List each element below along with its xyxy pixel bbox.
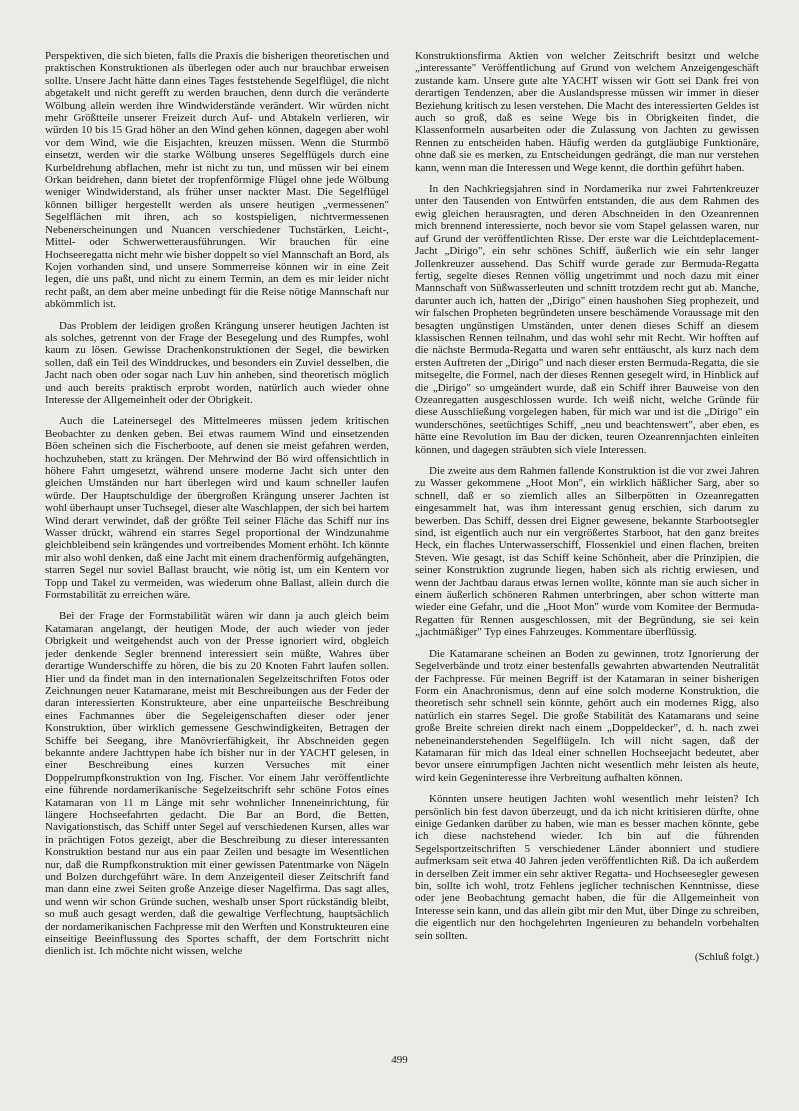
paragraph: Die Katamarane scheinen an Boden zu gewinnen, trotz Ignorierung der Segelverbände und trotz einer bestenfalls gewahrten abwartenden Neutralität der Fachpresse. Für meinen Begriff ist der Katamaran in seiner bisherigen Form ein Anachronismus, denn auf eine solch moderne Konstruktion, die theoretisch sehr schnell sein könnte, gehört auch ein modernes Rigg, also natürlich ein starres Segel. Die große Stabilität des Katamarans und seine große Breite schreien direkt nach einem „Doppeldecker", d. h. nach zwei nebeneinanderstehenden Segelflügeln. Ich will nicht sagen, daß der Katamaran für mich das Ideal einer schnellen Hochseejacht bedeutet, aber bevor unsere einrumpfigen Jachten nicht wesentlich mehr leisten als heute, wird kein Gegeninteresse ihre Verbreitung aufhalten können.: [415, 647, 759, 784]
text-columns: [45, 50, 759, 1090]
paragraph: Auch die Lateinersegel des Mittelmeeres müssen jedem kritischen Beobachter zu denken geben. Bei etwas raumem Wind und einsetzenden Böen scheinen sich die Fischerboote, auf denen sie meist gefahren werden, hochzuheben, statt zu krängen. Der Mehrwind der Bö wird offensichtlich in höhere Fahrt umgesetzt, während unsere moderne Jacht sich unter den gleichen Umständen nur hart überlegen wird und kaum schneller laufen würde. Der Hauptschuldige der übergroßen Krängung unserer Jachten ist wohl überhaupt unser Tuchsegel, dieser alte Waschlappen, der sich bei hartem Wind derart verwindet, daß der größte Teil seiner Fläche das Schiff nur ins Wasser drückt, während ein starres Segel proportional der Windzunahme gleichbleibend sein krängendes und vortreibendes Moment erhöht. Ich könnte mir also wohl denken, daß eine Jacht mit einem drachenförmig aufgehängten, starren Segel nur soviel Ballast braucht, wie nötig ist, um ein Kentern vor Topp und Takel zu vermeiden, was wiederum ohne Ballast, allein durch die Formstabilität zu erreichen wäre.: [45, 415, 389, 602]
continuation-note: (Schluß folgt.): [694, 951, 759, 964]
paragraph: Die zweite aus dem Rahmen fallende Konstruktion ist die vor zwei Jahren zu Wasser gekommene „Hoot Mon", ein wirklich häßlicher Sarg, aber so schnell, daß er so ziemlich alles an Silberpötten in Ozeanregatten eingesammelt hat, was ihm interessant genug erschien, sich darum zu bewerben. Das Schiff, dessen drei Eigner gewesene, bekannte Starbootsegler sind, ist eigentlich auch nur ein vergrößertes Starboot, hat den ganz breites Heck, ein flaches Unterwasserschiff, Flossenkiel und einen flachen, breiten Steven. Wie gesagt, ist das Schiff keine Schönheit, aber die Prinzipien, die seiner Konstruktion zugrunde liegen, haben sich als richtig erwiesen, und wenn der Jachtbau daraus etwas lernen wollte, könnte man sie auch sicher in einem äußerlich schöneren Rahmen unterbringen, aber schon witterte man wieder eine Gefahr, und die „Hoot Mon" wurde vom Komitee der Bermuda-Regatten für Rennen ausgeschlossen, mit der Begründung, sie sei kein „jachtmäßiger" Typ eines Fahrzeuges. Kommentare überflüssig.: [415, 465, 759, 639]
paragraph: Das Problem der leidigen großen Krängung unserer heutigen Jachten ist als solches, getrennt von der Frage der Besegelung und des Rumpfes, wohl kaum zu lösen. Gewisse Drachenkonstruktionen der Segel, die bewirken sollen, daß ein Teil des Winddruckes, und besonders ein Zuviel desselben, die Jacht nach oben oder sogar nach Luv hin anheben, sind theoretisch möglich und auch bereits praktisch erprobt worden, natürlich auch wieder ohne Interesse der Allgemeinheit oder der Obrigkeit.: [45, 319, 389, 406]
paragraph: Bei der Frage der Formstabilität wären wir dann ja auch gleich beim Katamaran angelangt, der heutigen Mode, der auch wieder von jeder Obrigkeit und weitgehendst auch von der Presse ignoriert wird, obgleich jeder denkende Segler brennend interessiert sein müßte, Wahres über derartige Wunderschiffe zu hören, die bis zu 20 Knoten Fahrt laufen sollen. Hier und da findet man in den internationalen Segelzeitschriften Fotos oder Zeichnungen neuer Katamarane, meist mit Beschreibungen aus der Feder der daran interessierten Konstrukteure, aber eine unparteiische Beschreibung eines Fachmannes über die Segeleigenschaften dieser oder jener Konstruktion, über wirklich gemessene Geschwindigkeiten, Betragen der Schiffe bei Seegang, ihre Manövrierfähigkeit, ihr Abschneiden gegen bekannte andere Jachttypen habe ich bisher nur in der YACHT gelesen, in einer Beschreibung eines kurzen Versuches mit einer Doppelrumpfkonstruktion von Ing. Fischer. Vor einem Jahr veröffentlichte eine führende nordamerikanische Segelzeitschrift sehr schöne Fotos eines Katamaran von 11 m Länge mit sehr wohnlicher Inneneinrichtung, für längere Hochseefahrten gedacht. Die Bar an Bord, die Betten, Navigationstisch, das Schiff unter Segel auf verschiedenen Kursen, alles war in prächtigen Fotos gezeigt, aber die Beschreibung zu dieser interessanten Konstruktion bestand nur aus ein paar Zeilen und besagte im Wesentlichen nur, daß die Rumpfkonstruktion mit einer gewissen Patentmarke von Nägeln und Bolzen durchgeführt wäre. In dem Anzeigenteil dieser Zeitschrift fand man dann eine zwei Seiten große Anzeige dieser Nagelfirma. Das sagt alles, und wenn wir schon Gründe suchen, weshalb unser Sport rückständig bleibt, so muß auch gesagt werden, daß die gewaltige Verflechtung, hauptsächlich der nordamerikanischen Fachpresse mit den Werften und Konstrukteuren eine einseitige Beeinflussung des Sportes schafft, der dem Fortschritt nicht dienlich ist. Ich möchte nicht wissen, welche: [45, 610, 389, 958]
left-column: [45, 50, 389, 1090]
paragraph: Könnten unsere heutigen Jachten wohl wesentlich mehr leisten? Ich persönlich bin fest davon überzeugt, und da ich nicht kritisieren dürfte, ohne einige Gedanken darüber zu haben, wie man es besser machen könnte, gebe ich diese nachstehend wieder. Ich bin auf die führenden Segelsportzeitschriften 5 verschiedener Länder abonniert und studiere aufmerksam seit etwa 40 Jahren jeden veröffentlichten Riß. Da ich außerdem in derselben Zeit immer ein sehr aktiver Regatta- und Hochseesegler gewesen bin, sollte ich wohl, trotz Fehlens jeglicher technischen Kenntnisse, diese oder jene Beobachtung gemacht haben, die für die Allgemeinheit von Interesse sein kann, und das allein gibt mir den Mut, über Dinge zu schreiben, die eigentlich nur den hochgelehrten Ingenieuren zu behandeln vorbehalten sein sollten.: [415, 793, 759, 942]
paragraph: Perspektiven, die sich bieten, falls die Praxis die bisherigen theoretischen und praktischen Konstruktionen als überlegen oder auch nur brauchbar erweisen sollte. Unsere Jacht hätte dann eines Tages feststehende Segelflügel, die nicht abgetakelt und nicht gerefft zu werden brauchen, denn durch die veränderte Wölbung allein werden ihre Windwiderstände verändert. Wir würden nicht mehr Größtteile unserer Freizeit durch Auf- und Abtakeln verlieren, wir würden 10 bis 15 Grad höher an den Wind gehen können, dagegen aber wohl vor dem Wind, wie die Eisjachten, kreuzen müssen. Wenn die Sturmbö einsetzt, werden wir die starke Wölbung unseres Segelflügels durch eine Kurbeldrehung abflachen, mehr ist nicht zu tun, und müssen wir bei einem Orkan beidrehen, dann bietet der tropfenförmige Flügel ohne jede Wölbung weniger Windwiderstand, als früher unser nackter Mast. Die Segelflügel können billiger hergestellt werden als unsere heutigen „vermessenen" Segelflächen mit ihren, ach so kostspieligen, nichtvermessenen Nebenerscheinungen und Nuancen verschiedener Tuchstärken, Leicht-, Mittel- oder Schwerwetterausführungen. Wir brauchen für eine Hochseeregatta nicht mehr wie bisher doppelt so viel Mannschaft an Bord, als Kojen vorhanden sind, und unsere Sommerreise können wir in eine Zeit legen, die uns paßt, und nicht zu einem Termin, an dem es mir leider nicht recht paßt, an dem aber meine unbedingt für die Reise nötige Mannschaft nur abkömmlich ist.: [45, 50, 389, 311]
paragraph: Konstruktionsfirma Aktien von welcher Zeitschrift besitzt und welche „interessante" Veröffentlichung auf Grund von welchem Anzeigengeschäft zustande kam. Unsere gute alte YACHT wissen wir Gott sei Dank frei von derartigen Tendenzen, aber die Auslandspresse müssen wir immer in dieser Beziehung kritisch zu lesen verstehen. Die Macht des interessierten Geldes ist auch so groß, daß es seine Wege bis in Obrigkeiten findet, die Klassenformeln ausarbeiten oder die Zulassung von Jachten zu gewissen Rennen zu entscheiden haben. Häufig werden da gutgläubige Funktionäre, ohne daß sie es merken, zu Entscheidungen gedrängt, die man nur verstehen kann, wenn man die Interessen und Wege kennt, die dorthin geführt haben.: [415, 50, 759, 174]
right-column: [415, 50, 759, 1090]
paragraph: In den Nachkriegsjahren sind in Nordamerika nur zwei Fahrtenkreuzer unter den Tausenden von Entwürfen entstanden, die aus dem Rahmen des ewig gleichen herausragten, und deren Abschneiden in den Ozeanrennen mich brennend interessierte, noch bevor sie vom Stapel gelassen waren, nur auf Grund der veröffentlichten Risse. Der erste war die Leichtdeplacement-Jacht „Dirigo", ein sehr schönes Schiff, äußerlich wie ein sehr langer Jollenkreuzer aussehend. Das Schiff wurde gerade zur Bermuda-Regatta fertig, segelte dieses Rennen völlig ungetrimmt und noch dazu mit einer Mannschaft von Süßwasserleuten und schnitt trotzdem recht gut ab. Manche, darunter auch ich, hatten der „Dirigo" einen haushohen Sieg prophezeit, und wir falschen Propheten begründeten unsere beschämende Voraussage mit den besagten ungünstigen Umständen, unter denen dieses Schiff an diesem klassischen Rennen teilnahm, und das wohl sehr mit Recht. Wir hofften auf die nächste Bermuda-Regatta und waren sehr enttäuscht, als kurz nach dem ersten Auftreten der „Dirigo" und nach dieser ersten Bermuda-Regatta, die sie mitsegelte, die Formel, nach der dieses Rennen gesegelt wird, in Hinblick auf die „Dirigo" so umgeändert wurde, daß ein Schiff ihrer Bauweise von den Ozeanregatten ausgeschlossen wurde. Ich weiß nicht, welche Gründe für diese Ausschließung vorgelegen haben, für mich war und ist die „Dirigo" ein wunderschönes, seetüchtiges Schiff, „neu und beachtenswert", aber eben, es hätte eine Revolution im Bau der dicken, teuren Ozeanrennjachten einleiten können, und dagegen sträubten sich viele Interessen.: [415, 183, 759, 456]
page-number: 499: [391, 1054, 408, 1066]
